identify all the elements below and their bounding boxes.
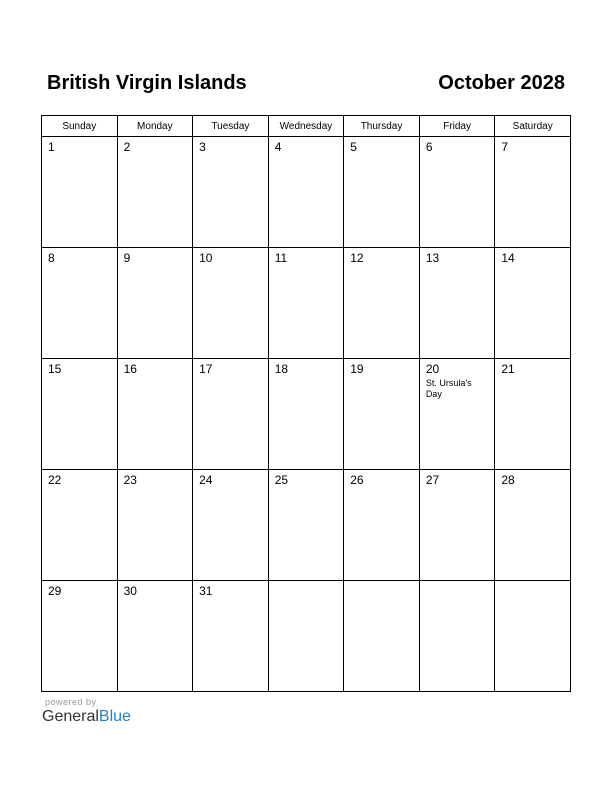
day-cell <box>419 470 495 581</box>
day-cell <box>344 359 420 470</box>
powered-by-text: powered by <box>45 697 97 707</box>
day-cell <box>193 137 269 248</box>
day-cell <box>419 359 495 470</box>
day-number <box>495 581 570 584</box>
day-number: 12 <box>350 251 364 265</box>
day-cell <box>42 470 118 581</box>
day-cell <box>268 581 344 692</box>
week-row <box>42 248 571 359</box>
day-cell <box>193 248 269 359</box>
day-cell <box>268 359 344 470</box>
day-number: 27 <box>425 473 440 487</box>
day-cell <box>268 470 344 581</box>
day-cell <box>495 359 571 470</box>
calendar-month-title: October 2028 <box>438 72 565 94</box>
day-number: 8 <box>48 251 55 265</box>
day-cell <box>42 581 118 692</box>
calendar-grid <box>41 115 571 692</box>
weekday-header: Sunday <box>42 116 118 137</box>
weekday-header: Friday <box>419 116 495 137</box>
day-number <box>269 581 344 584</box>
day-number: 6 <box>425 140 433 154</box>
day-number: 11 <box>274 251 288 265</box>
day-number: 18 <box>274 362 289 376</box>
calendar-country-title: British Virgin Islands <box>47 72 247 94</box>
brand-blue-text: Blue <box>98 708 131 725</box>
day-cell <box>344 248 420 359</box>
day-number: 22 <box>48 473 62 487</box>
day-number: 29 <box>48 584 62 598</box>
day-cell <box>117 581 193 692</box>
day-number <box>344 581 419 584</box>
weekday-header: Monday <box>117 116 193 137</box>
day-number: 10 <box>199 251 213 265</box>
day-cell <box>419 137 495 248</box>
weekday-header-row <box>42 116 571 137</box>
day-number: 15 <box>48 362 62 376</box>
weekday-header: Tuesday <box>193 116 269 137</box>
day-number: 9 <box>123 251 131 265</box>
day-number: 25 <box>274 473 289 487</box>
day-cell <box>42 248 118 359</box>
day-cell <box>117 137 193 248</box>
day-cell <box>419 581 495 692</box>
day-number: 30 <box>123 584 137 598</box>
day-cell <box>495 581 571 692</box>
week-row <box>42 581 571 692</box>
week-row <box>42 137 571 248</box>
day-number: 1 <box>48 140 55 154</box>
day-cell <box>495 248 571 359</box>
weekday-header: Wednesday <box>268 116 344 137</box>
day-number: 4 <box>274 140 282 154</box>
day-cell <box>268 248 344 359</box>
day-number: 24 <box>199 473 213 487</box>
weekday-header: Thursday <box>344 116 420 137</box>
day-number: 2 <box>123 140 131 154</box>
day-cell <box>495 137 571 248</box>
generalblue-logo[interactable] <box>42 708 131 726</box>
day-cell <box>117 470 193 581</box>
week-row <box>42 470 571 581</box>
day-cell <box>193 359 269 470</box>
day-cell <box>419 248 495 359</box>
day-number: 16 <box>123 362 137 376</box>
day-number: 5 <box>350 140 357 154</box>
day-number: 20 <box>425 362 440 376</box>
day-cell <box>42 137 118 248</box>
day-number: 26 <box>350 473 364 487</box>
day-number: 19 <box>350 362 364 376</box>
day-cell <box>344 470 420 581</box>
day-number: 7 <box>501 140 509 154</box>
day-number <box>420 581 495 584</box>
holiday-label: St. Ursula’s Day <box>425 378 472 399</box>
day-cell <box>268 137 344 248</box>
day-cell <box>344 581 420 692</box>
day-number: 23 <box>123 473 137 487</box>
day-number: 13 <box>425 251 440 265</box>
day-cell <box>193 470 269 581</box>
day-cell <box>344 137 420 248</box>
day-cell <box>117 359 193 470</box>
day-cell <box>193 581 269 692</box>
brand-general-text: General <box>42 708 99 725</box>
day-cell <box>117 248 193 359</box>
day-cell <box>495 470 571 581</box>
week-row <box>42 359 571 470</box>
day-number: 17 <box>199 362 213 376</box>
weekday-header: Saturday <box>495 116 571 137</box>
day-number: 3 <box>199 140 206 154</box>
day-cell <box>42 359 118 470</box>
day-number: 31 <box>199 584 213 598</box>
day-number: 14 <box>501 251 515 265</box>
day-number: 28 <box>501 473 515 487</box>
day-number: 21 <box>501 362 515 376</box>
